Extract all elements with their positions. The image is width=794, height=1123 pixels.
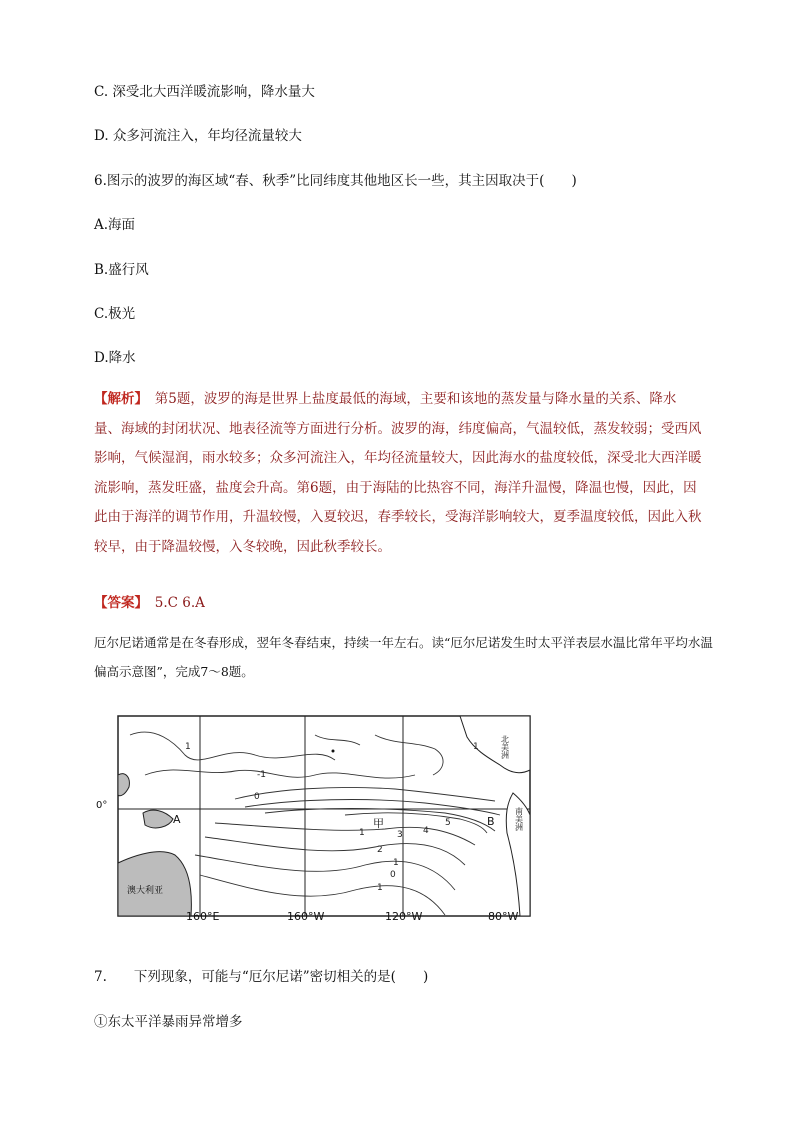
point-jia-label: 甲 [373,817,384,830]
lon-label-160w: 160°W [287,910,325,923]
point-b-label: B [487,815,495,828]
north-america-label: 北美洲 [500,735,510,759]
question-7-item-1: ①东太平洋暴雨异常增多 [94,1014,243,1030]
contour-label: 4 [423,826,429,836]
option-d-prev: D. 众多河流注入，年均径流量较大 [94,128,302,144]
map-dot [332,750,335,753]
contour-label: 0 [390,870,396,880]
contour-label: 0 [254,792,260,802]
question-6-stem: 6.图示的波罗的海区域“春、秋季”比同纬度其他地区长一些，其主因取决于( ) [94,173,577,189]
point-a-label: A [173,813,181,826]
answer-text: 5.C 6.A [141,595,205,611]
analysis-text: 第5题，波罗的海是世界上盐度最低的海域，主要和该地的蒸发量与降水量的关系、降水量、海域的封闭状况、地表径流等方面进行分析。波罗的海，纬度偏高，气温较低，蒸发较弱；受西风影响，气候湿润，雨水较多；众多河流注入，年均径流量较大，因此海水的盐度较低，深受北大西洋暖流影响，蒸发旺盛，盐度会升高。第6题，由于海陆的比热容不同，海洋升温慢，降温也慢，因此，因此由于海洋的调节作用，升温较慢，入夏较迟，春季较长，受海洋影响较大，夏季温度较低，因此入秋较早，由于降温较慢，入冬较晚，因此秋季较长。 [94,391,702,555]
lon-label-120w: 120°W [385,910,423,923]
question-6-option-c: C.极光 [94,306,136,322]
option-c-prev: C. 深受北大西洋暖流影响，降水量大 [94,84,315,100]
question-6-option-a: A.海面 [94,217,136,233]
australia-label: 澳大利亚 [127,886,164,896]
australia-landmass [118,852,191,916]
contour-label: 5 [445,818,451,828]
contour-label: 1 [473,742,479,752]
answer-tag: 【答案】 [94,595,142,611]
lon-label-80w: 80°W [488,910,519,923]
equator-label: 0° [96,800,108,811]
analysis-block [94,385,702,562]
question-6-option-b: B.盛行风 [94,262,149,278]
el-nino-sst-map [115,715,535,930]
contour-label: -1 [257,770,266,780]
contour-label: 1 [393,858,399,868]
south-america-label: 南美洲 [514,807,524,831]
question-7-stem: 7. 下列现象，可能与“厄尔尼诺”密切相关的是( ) [94,969,429,985]
el-nino-intro: 厄尔尼诺通常是在冬春形成，翌年冬春结束，持续一年左右。读“厄尔尼诺发生时太平洋表层水温比常年平均水温偏高示意图”，完成7～8题。 [94,635,713,679]
answer-block [94,591,205,611]
analysis-tag: 【解析】 [94,391,142,407]
contour-label: 1 [359,828,365,838]
contour-label: 3 [397,830,403,840]
lon-label-160e: 160°E [186,910,220,923]
contour-label: 1 [185,742,191,752]
contour-label: 2 [377,845,383,855]
contour-label: 1 [377,883,383,893]
question-6-option-d: D.降水 [94,350,136,366]
